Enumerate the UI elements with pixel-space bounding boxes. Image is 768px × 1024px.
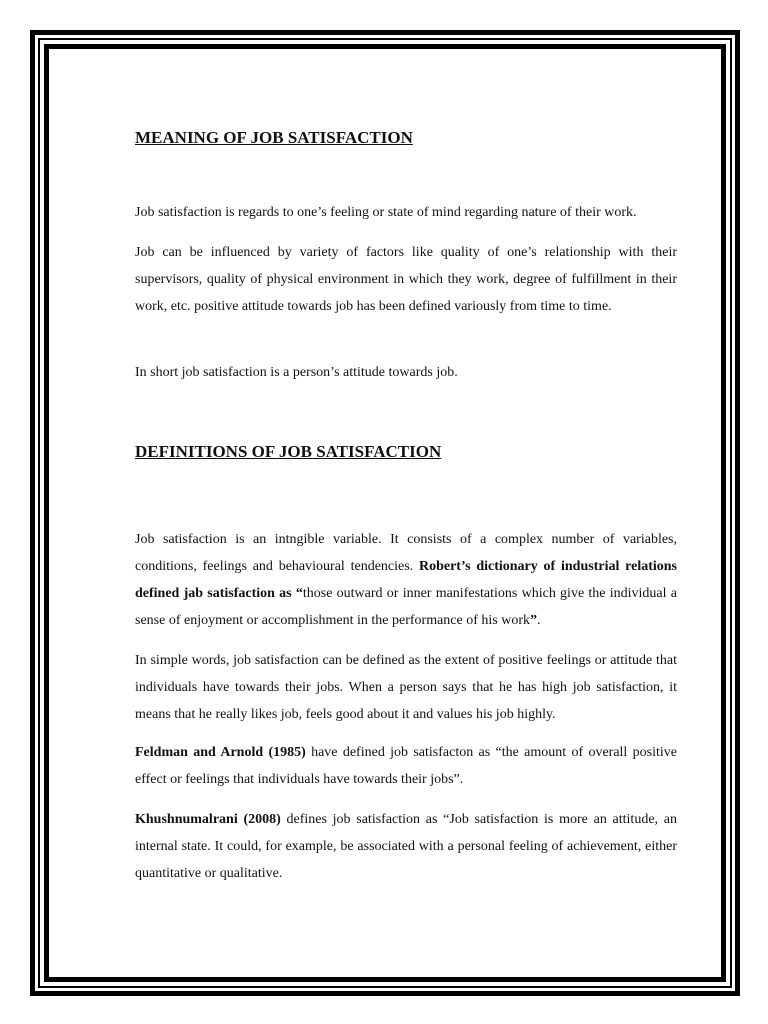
definitions-paragraph-3	[135, 739, 677, 793]
meaning-heading: MEANING OF JOB SATISFACTION	[135, 128, 413, 147]
roberts-dictionary-citation: Robert’s dictionary of industrial relations defined jab satisfaction as “	[135, 559, 677, 601]
definitions-paragraph-2: In simple words, job satisfaction can be defined as the extent of positive feelings or attitude that individuals have towards their jobs. When a person says that he has high job satisfaction, it means that he really likes job, feels good about it and values his job highly.	[135, 653, 677, 722]
khushnumalrani-citation: Khushnumalrani (2008)	[135, 812, 281, 827]
definitions-paragraph-4	[135, 806, 677, 887]
meaning-paragraph-3: In short job satisfaction is a person’s attitude towards job.	[135, 365, 458, 380]
definitions-p1-text: Job satisfaction is an intngible variable. It consists of a complex number of variables, conditions, feelings and behavioural tendencies.	[135, 532, 677, 574]
roberts-quote: those outward or inner manifestations which give the individual a sense of enjoyment or accomplishment in the performance of his work	[135, 586, 677, 628]
khushnumalrani-text: defines job satisfaction as “Job satisfaction is more an attitude, an internal state. It could, for example, be associated with a personal feeling of achievement, either quantitative or qualitative.	[135, 812, 677, 881]
meaning-paragraph-1: Job satisfaction is regards to one’s feeling or state of mind regarding nature of their work.	[135, 205, 637, 220]
definitions-p1-end: .	[537, 613, 541, 628]
roberts-quote-close: ”	[530, 613, 537, 628]
feldman-arnold-citation: Feldman and Arnold (1985)	[135, 745, 306, 760]
feldman-arnold-text: have defined job satisfacton as “the amount of overall positive effect or feelings that individuals have towards their jobs”.	[135, 745, 677, 787]
meaning-paragraph-2: Job can be influenced by variety of factors like quality of one’s relationship with their supervisors, quality of physical environment in which they work, degree of fulfillment in their work, etc. positive attitude towards job has been defined variously from time to time.	[135, 245, 677, 314]
definitions-paragraph-1	[135, 526, 677, 634]
definitions-heading: DEFINITIONS OF JOB SATISFACTION	[135, 442, 442, 461]
